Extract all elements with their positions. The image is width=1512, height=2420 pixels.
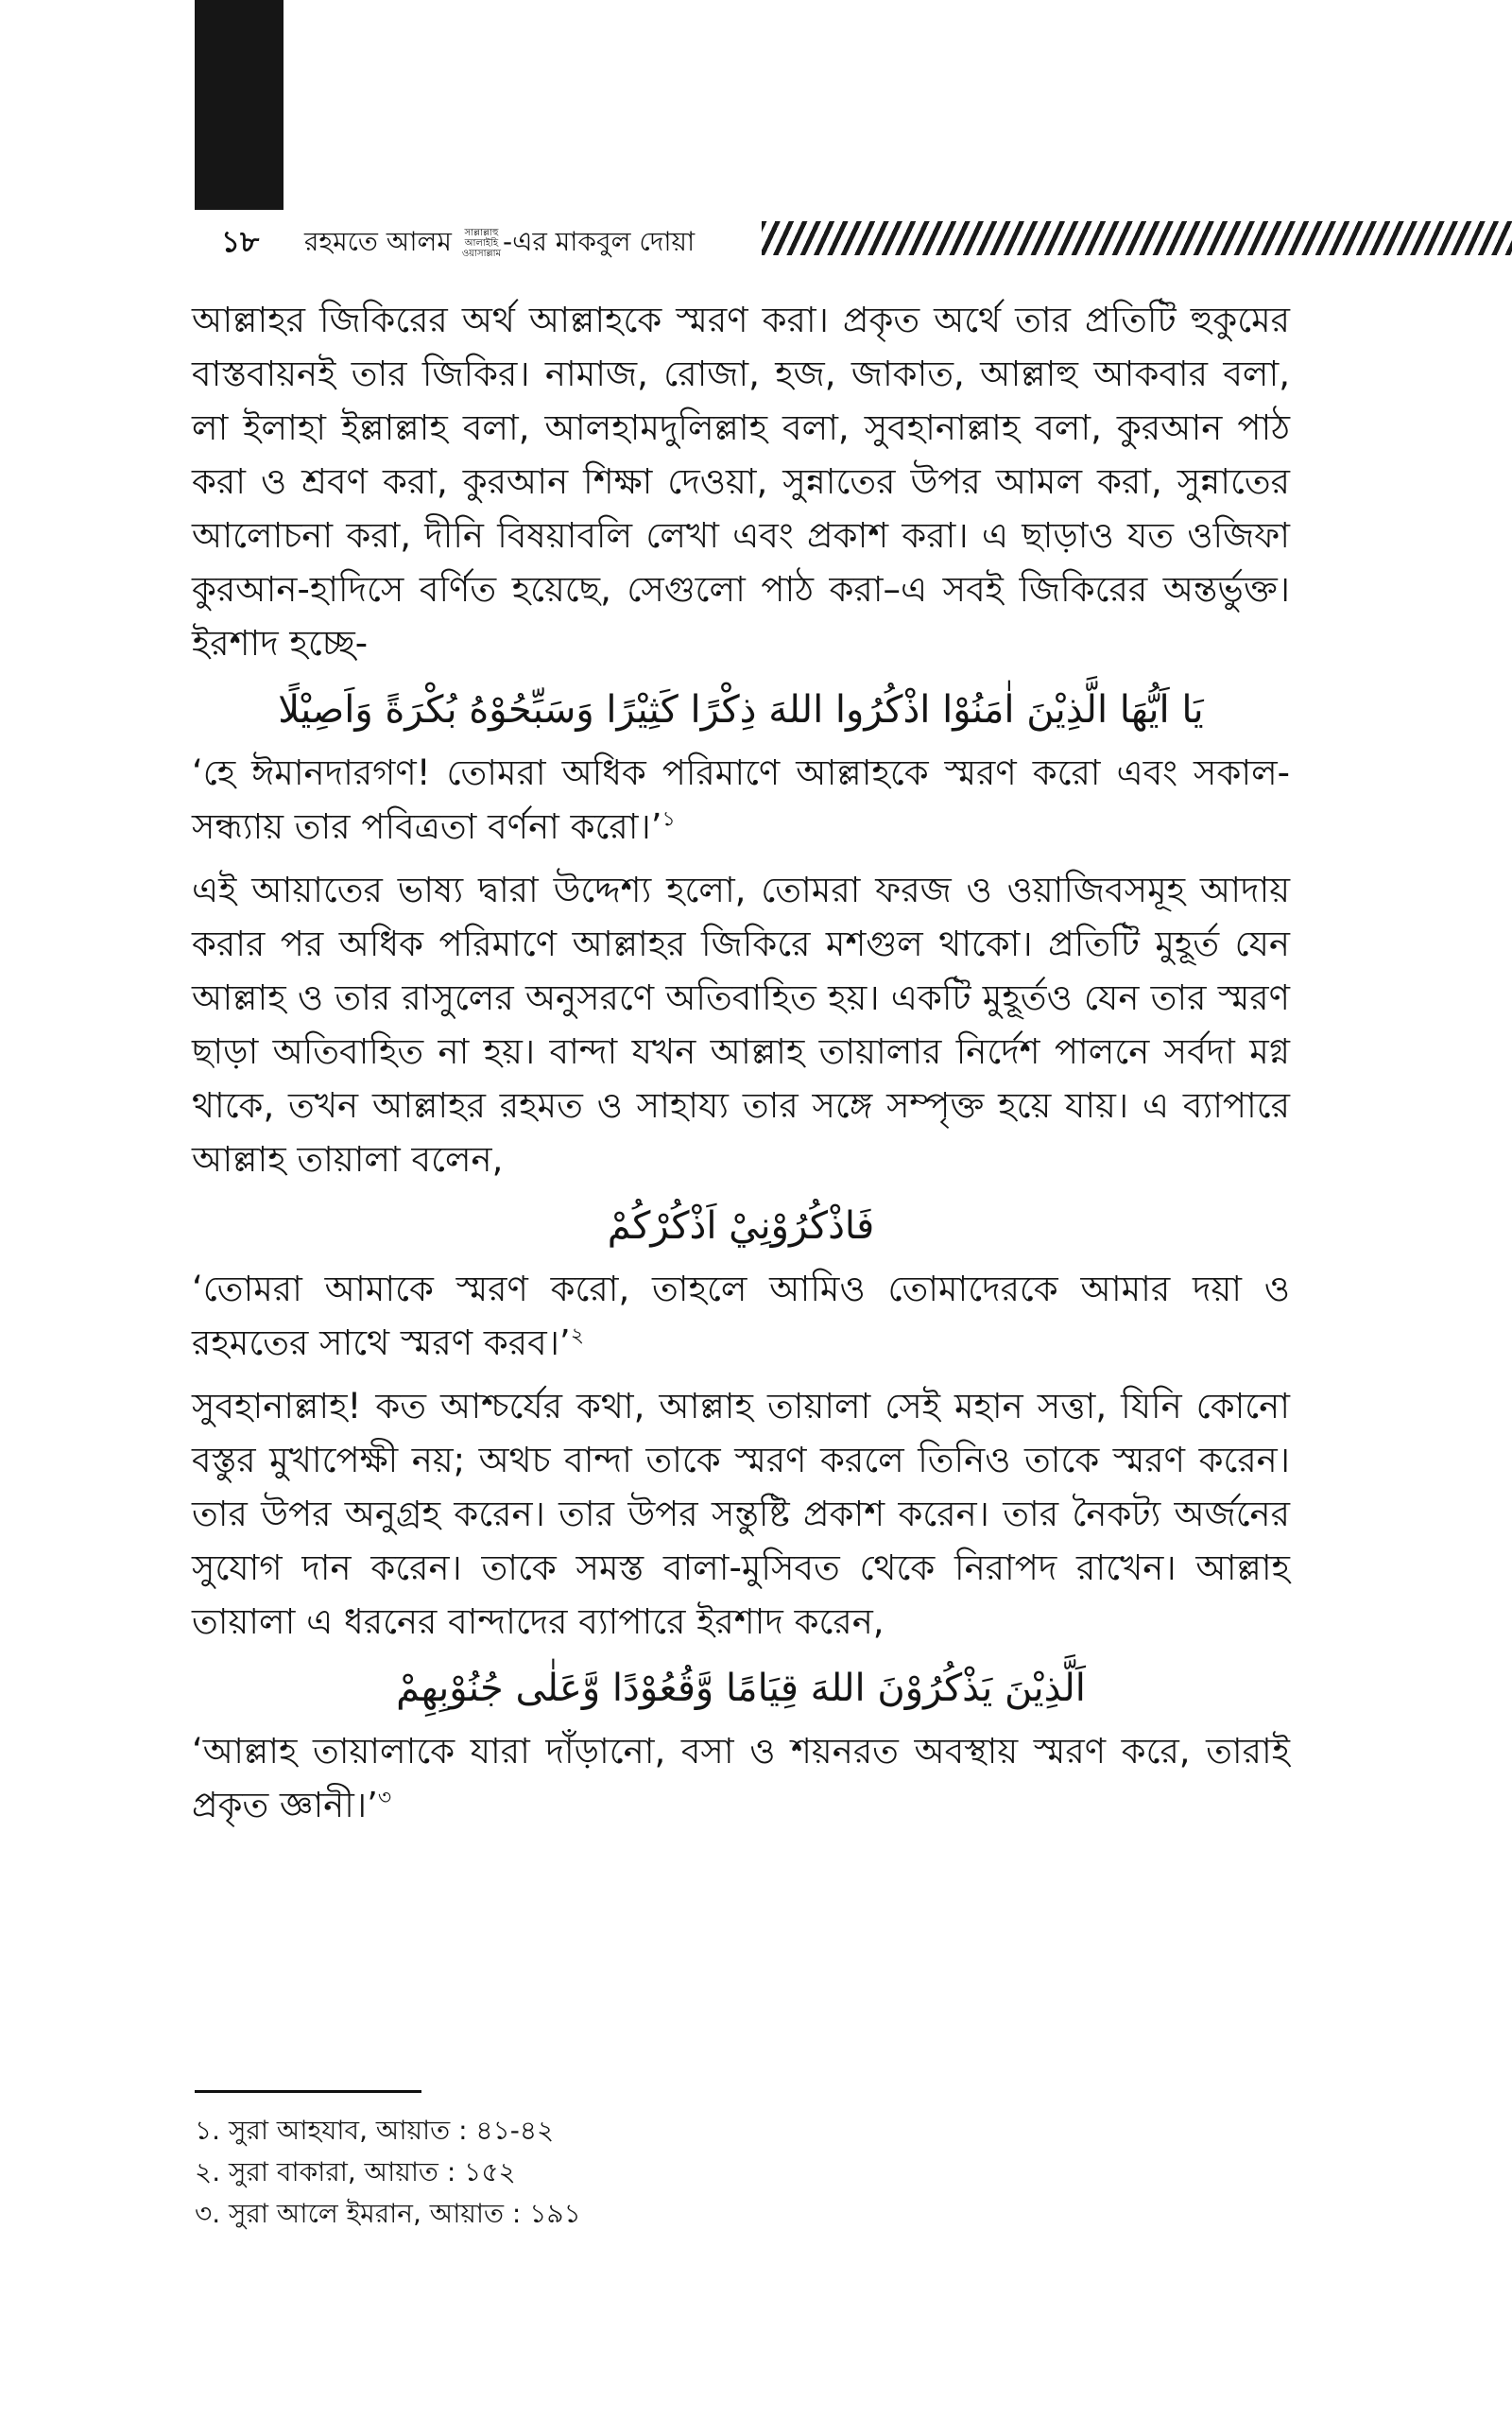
paragraph-3: এই আয়াতের ভাষ্য দ্বারা উদ্দেশ্য হলো, তোমরা ফরজ ও ওয়াজিবসমূহ আদায় করার পর অধিক পরিমাণে আল্লাহর জিকিরে মশগুল থাকো। প্রতিটি মুহূর্ত যেন আল্লাহ ও তার রাসুলের অনুসরণে অতিবাহিত হয়। একটি মুহূর্তও যেন তার স্মরণ ছাড়া অতিবাহিত না হয়। বান্দা যখন আল্লাহ তায়ালার নির্দেশ পালনে সর্বদা মগ্ন থাকে, তখন আল্লাহর রহমত ও সাহায্য তার সঙ্গে সম্পৃক্ত হয়ে যায়। এ ব্যাপারে আল্লাহ তায়ালা বলেন,: [192, 870, 1290, 1180]
footnote-3: ৩. সুরা আলে ইমরান, আয়াত : ১৯১: [195, 2198, 581, 2229]
header-hatch-pattern: [762, 221, 1512, 255]
translation-1: ‘হে ঈমানদারগণ! তোমরা অধিক পরিমাণে আল্লাহকে স্মরণ করো এবং সকাল-সন্ধ্যায় তার পবিত্রতা বর্ণনা করো।’$^১$: [192, 752, 1290, 847]
page-header: [195, 210, 1512, 267]
footnote-divider: [195, 2090, 421, 2093]
footnote-2: ২. সুরা বাকারা, আয়াত : ১৫২: [195, 2156, 516, 2187]
running-title: [304, 221, 695, 266]
page-body: [192, 293, 1290, 1841]
running-title-end: -এর মাকবুল দোয়া: [503, 226, 696, 257]
page-number: ১৮: [221, 225, 260, 259]
footnote-ref-3[interactable]: ৩: [377, 1786, 392, 1810]
honorific-salawat: সাল্লাল্লাহু আলাইহি ওয়াসাল্লাম: [461, 227, 502, 259]
footnote-ref-1[interactable]: ১: [662, 807, 676, 832]
footnote-1: ১. সুরা আহযাব, আয়াত : ৪১-৪২: [195, 2115, 555, 2146]
paragraph-1: আল্লাহর জিকিরের অর্থ আল্লাহকে স্মরণ করা। প্রকৃত অর্থে তার প্রতিটি হুকুমের বাস্তবায়নই তার জিকির। নামাজ, রোজা, হজ, জাকাত, আল্লাহু আকবার বলা, লা ইলাহা ইল্লাল্লাহ বলা, আলহামদুলিল্লাহ বলা, সুবহানাল্লাহ বলা, কুরআন পাঠ করা ও শ্রবণ করা, কুরআন শিক্ষা দেওয়া, সুন্নাতের উপর আমল করা, সুন্নাতের আলোচনা করা, দীনি বিষয়াবলি লেখা এবং প্রকাশ করা। এ ছাড়াও যত ওজিফা কুরআন-হাদিসে বর্ণিত হয়েছে, সেগুলো পাঠ করা–এ সবই জিকিরের অন্তর্ভুক্ত। ইরশাদ হচ্ছে-: [192, 300, 1290, 664]
translation-2: ‘তোমরা আমাকে স্মরণ করো, তাহলে আমিও তোমাদেরকে আমার দয়া ও রহমতের সাথে স্মরণ করব।’$^২$: [192, 1269, 1290, 1363]
paragraph-5: সুবহানাল্লাহ! কত আশ্চর্যের কথা, আল্লাহ তায়ালা সেই মহান সত্তা, যিনি কোনো বস্তুর মুখাপেক্ষী নয়; অথচ বান্দা তাকে স্মরণ করলে তিনিও তাকে স্মরণ করেন। তার উপর অনুগ্রহ করেন। তার উপর সন্তুষ্টি প্রকাশ করেন। তার নৈকট্য অর্জনের সুযোগ দান করেন। তাকে সমস্ত বালা-মুসিবত থেকে নিরাপদ রাখেন। আল্লাহ তায়ালা এ ধরনের বান্দাদের ব্যাপারে ইরশাদ করেন,: [192, 1386, 1290, 1642]
header-decoration-block: [195, 0, 284, 210]
translation-3: ‘আল্লাহ তায়ালাকে যারা দাঁড়ানো, বসা ও শয়নরত অবস্থায় স্মরণ করে, তারাই প্রকৃত জ্ঞানী।’$^৩$: [192, 1731, 1290, 1825]
arabic-verse-1: يَا اَيُّهَا الَّذِيْنَ اٰمَنُوْا اذْكُرُوا اللهَ ذِكْرًا كَثِيْرًا وَسَبِّحُوْهُ بُكْرَةً وَاَصِيْلًا: [278, 688, 1204, 732]
arabic-verse-2: فَاذْكُرُوْنِيْ اَذْكُرْكُمْ: [607, 1204, 875, 1248]
footnotes: [195, 2110, 1045, 2235]
footnote-ref-2[interactable]: ২: [570, 1323, 584, 1348]
arabic-verse-3: اَلَّذِيْنَ يَذْكُرُوْنَ اللهَ قِيَامًا وَّقُعُوْدًا وَّعَلٰى جُنُوْبِهِمْ: [396, 1667, 1086, 1710]
running-title-start: রহমতে আলম: [304, 226, 452, 257]
